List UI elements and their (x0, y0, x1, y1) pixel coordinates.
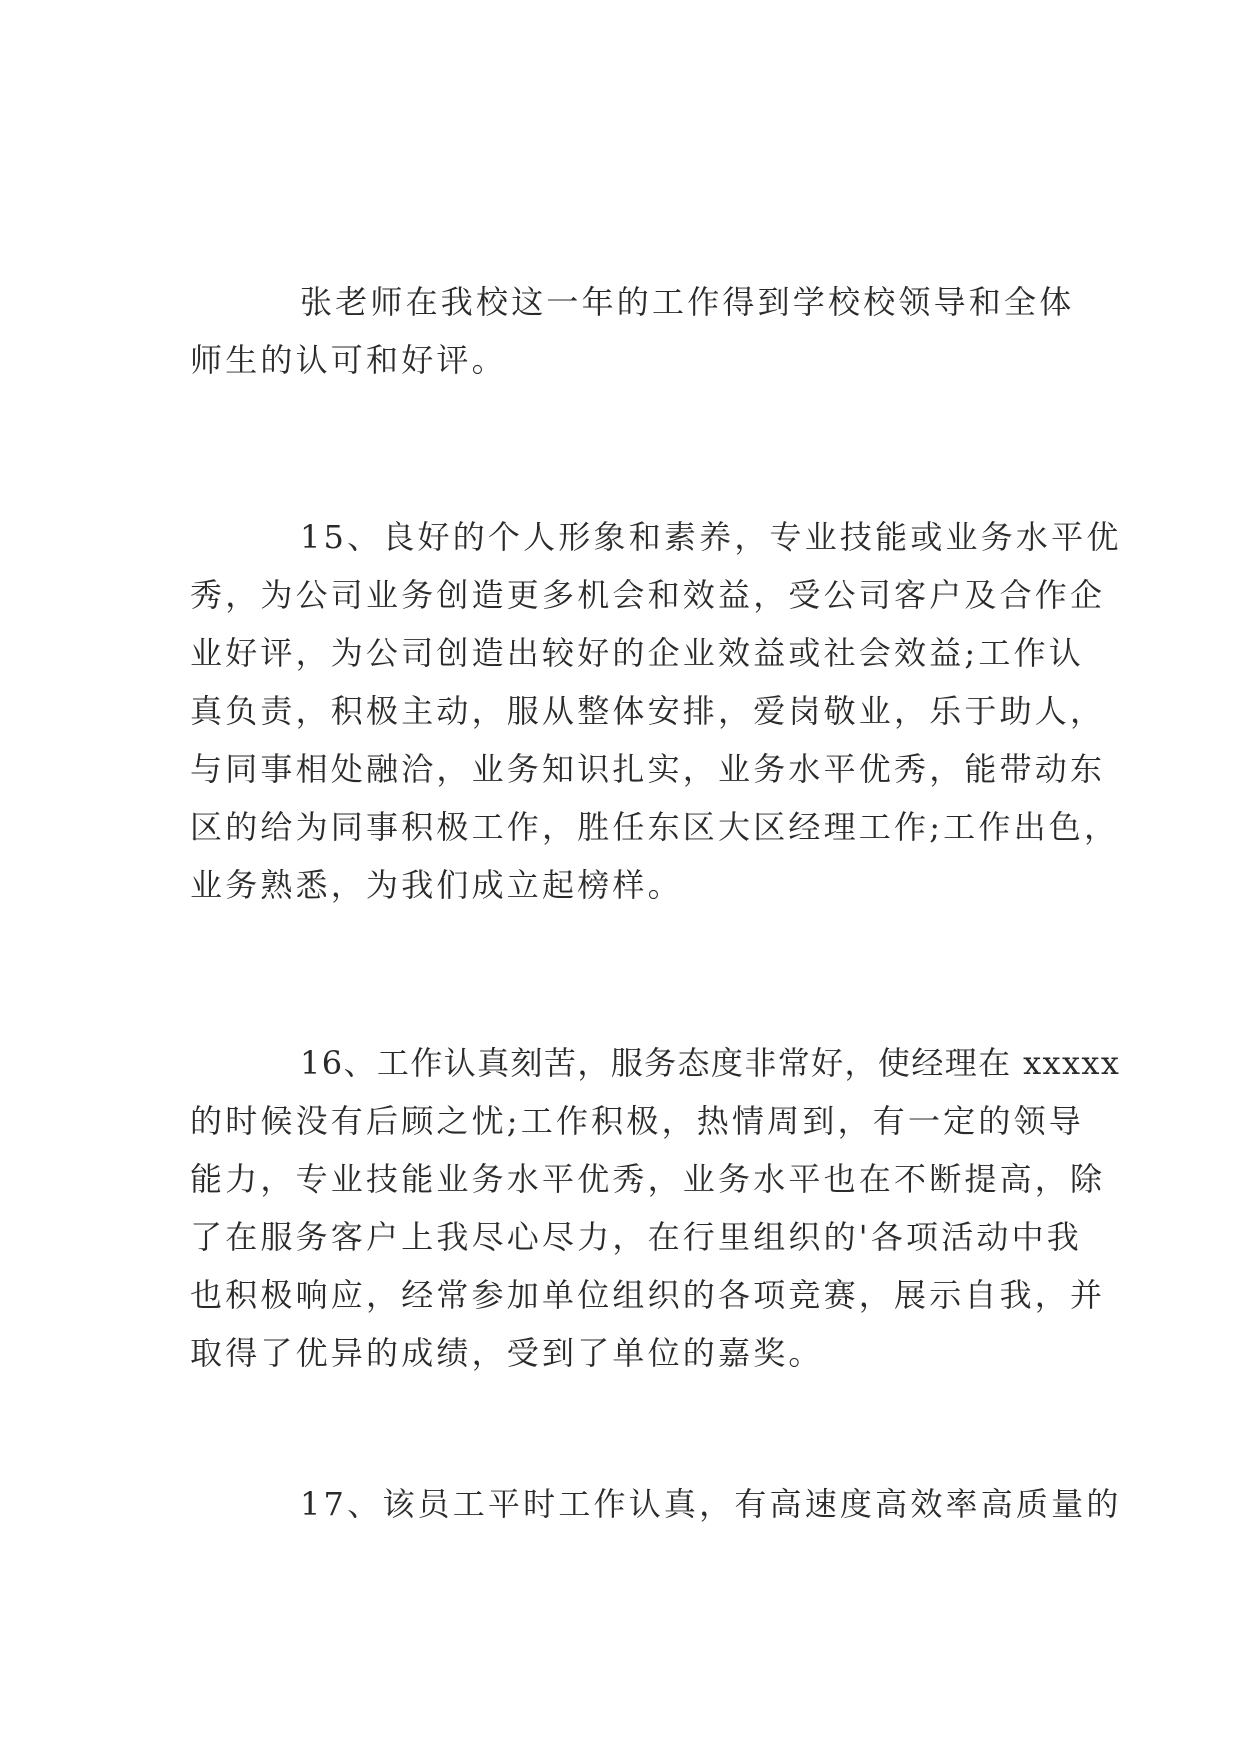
paragraph-line: 张老师在我校这一年的工作得到学校校领导和全体 (300, 283, 1075, 321)
paragraph-line: 区的给为同事积极工作，胜任东区大区经理工作;工作出色， (190, 808, 1120, 846)
paragraph-line: 业务熟悉，为我们成立起榜样。 (190, 866, 683, 904)
paragraph-item-15 (190, 508, 1122, 914)
paragraph-item-16 (190, 1034, 1121, 1382)
paragraph-line: 17、该员工平时工作认真，有高速度高效率高质量的 (300, 1485, 1122, 1523)
paragraph-line: 的时候没有后顾之忧;工作积极，热情周到，有一定的领导 (190, 1102, 1084, 1140)
paragraph-line: 真负责，积极主动，服从整体安排，爱岗敬业，乐于助人， (190, 692, 1106, 730)
paragraph-line: 秀，为公司业务创造更多机会和效益，受公司客户及合作企 (190, 576, 1106, 614)
paragraph-line: 师生的认可和好评。 (190, 341, 507, 379)
paragraph-item-17 (190, 1475, 1122, 1533)
paragraph-line: 与同事相处融洽，业务知识扎实，业务水平优秀，能带动东 (190, 750, 1106, 788)
paragraph-line: 也积极响应，经常参加单位组织的各项竞赛，展示自我，并 (190, 1276, 1106, 1314)
paragraph-line: 16、工作认真刻苦，服务态度非常好，使经理在 xxxxx (300, 1044, 1121, 1082)
paragraph-line: 15、良好的个人形象和素养，专业技能或业务水平优 (300, 518, 1122, 556)
paragraph-line: 业好评，为公司创造出较好的企业效益或社会效益;工作认 (190, 634, 1084, 672)
paragraph-line: 能力，专业技能业务水平优秀，业务水平也在不断提高，除 (190, 1160, 1106, 1198)
paragraph-line: 取得了优异的成绩，受到了单位的嘉奖。 (190, 1334, 824, 1372)
paragraph-teacher-zhang (190, 273, 1075, 389)
paragraph-line: 了在服务客户上我尽心尽力，在行里组织的'各项活动中我 (190, 1218, 1082, 1256)
